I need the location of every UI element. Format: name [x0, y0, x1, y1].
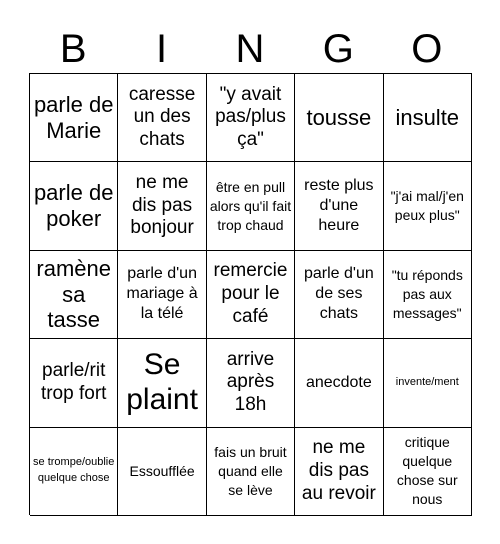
bingo-cell-r3-c2[interactable]: parle d'un mariage à la télé — [118, 251, 206, 339]
bingo-cell-r2-c2[interactable]: ne me dis pas bonjour — [118, 162, 206, 250]
bingo-cell-r3-c1[interactable]: ramène sa tasse — [30, 251, 118, 339]
bingo-cell-r1-c2[interactable]: caresse un des chats — [118, 74, 206, 162]
bingo-cell-r1-c3[interactable]: "y avait pas/plus ça" — [207, 74, 295, 162]
bingo-cell-r2-c3[interactable]: être en pull alors qu'il fait trop chaud — [207, 162, 295, 250]
bingo-cell-r4-c2[interactable]: Se plaint — [118, 339, 206, 427]
bingo-cell-r5-c3[interactable]: fais un bruit quand elle se lève — [207, 428, 295, 516]
header-letter-o: O — [411, 27, 443, 71]
bingo-cell-r3-c5[interactable]: "tu réponds pas aux messages" — [384, 251, 472, 339]
header-letter-n: N — [235, 27, 265, 71]
bingo-cell-r4-c5[interactable]: invente/ment — [384, 339, 472, 427]
bingo-cell-r1-c1[interactable]: parle de Marie — [30, 74, 118, 162]
bingo-cell-r5-c1[interactable]: se trompe/oublie quelque chose — [30, 428, 118, 516]
bingo-header — [29, 26, 471, 72]
bingo-cell-r5-c4[interactable]: ne me dis pas au revoir — [295, 428, 383, 516]
bingo-cell-r5-c2[interactable]: Essoufflée — [118, 428, 206, 516]
bingo-cell-r1-c4[interactable]: tousse — [295, 74, 383, 162]
bingo-cell-r5-c5[interactable]: critique quelque chose sur nous — [384, 428, 472, 516]
bingo-cell-r2-c4[interactable]: reste plus d'une heure — [295, 162, 383, 250]
bingo-cell-r3-c4[interactable]: parle d'un de ses chats — [295, 251, 383, 339]
header-letter-i: I — [156, 27, 168, 71]
bingo-cell-r4-c3[interactable]: arrive après 18h — [207, 339, 295, 427]
header-letter-b: B — [59, 27, 87, 71]
bingo-board — [29, 73, 472, 515]
bingo-cell-r4-c1[interactable]: parle/rit trop fort — [30, 339, 118, 427]
bingo-cell-r2-c5[interactable]: "j'ai mal/j'en peux plus" — [384, 162, 472, 250]
bingo-cell-r1-c5[interactable]: insulte — [384, 74, 472, 162]
bingo-cell-r2-c1[interactable]: parle de poker — [30, 162, 118, 250]
bingo-cell-r3-c3[interactable]: remercie pour le café — [207, 251, 295, 339]
header-letter-g: G — [322, 27, 354, 71]
bingo-cell-r4-c4[interactable]: anecdote — [295, 339, 383, 427]
